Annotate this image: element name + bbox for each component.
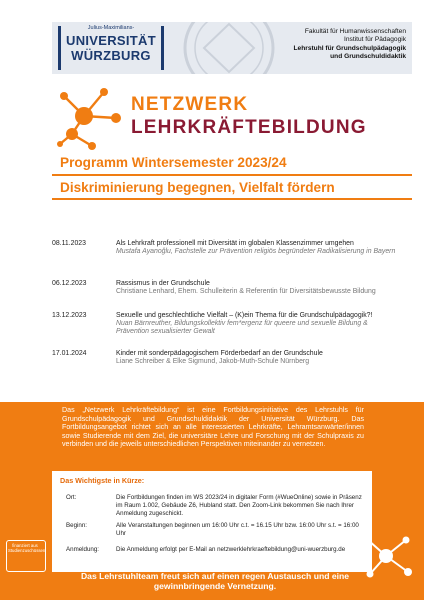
info-row-location [66,494,362,517]
event-date: 17.01.2024 [52,350,87,357]
network-molecule-logo [56,86,122,152]
university-seal-watermark [164,22,294,74]
event-details [116,240,396,256]
faculty-line: Institut für Pädagogik [344,36,406,44]
network-decoration-icon [360,532,414,580]
network-title-line2: LEHRKRÄFTEBILDUNG [131,117,367,138]
event-speaker: Liane Schreiber & Elke Sigmund, Jakob-Muth-Schule Nürnberg [116,358,310,366]
info-row-registration [66,546,362,554]
event-details [116,350,396,366]
event-date: 06.12.2023 [52,280,87,287]
info-row-start [66,522,362,538]
registration-text: Die Anmeldung erfolgt per E-Mail an netzwerklehrkraeftebildung@uni-wuerzburg.de [116,546,346,553]
faculty-line: Lehrstuhl für Grundschulpädagogik [293,44,406,52]
university-logo [58,26,164,70]
location-text: Die Fortbildungen finden im WS 2023/24 in digitaler Form (#WueOnline) sowie in Präsenz im Raum 1.002, Gebäude Z6, Hubland statt. Den Zoom-Link bekommen Sie nach Ihrer Anmeldung zugeschickt. [116,494,362,517]
event-date: 13.12.2023 [52,312,87,319]
start-label: Beginn: [66,522,87,529]
program-title: Programm Wintersemester 2023/24 [60,155,287,170]
event-title: Sexuelle und geschlechtliche Vielfalt – (K)ein Thema für die Grundschulpädagogik?! [116,312,373,319]
event-title: Kinder mit sonderpädagogischem Förderbedarf an der Grundschule [116,350,323,357]
event-details [116,312,396,337]
funding-text: finanziert aus Studienzuschüssen [8,543,46,554]
location-label: Ort: [66,494,77,501]
faculty-line: und Grundschuldidaktik [330,53,406,61]
university-header [52,22,412,74]
key-info-heading: Das Wichtigste in Kürze: [60,476,145,485]
faculty-info [294,28,406,62]
start-text: Alle Veranstaltungen beginnen um 16:00 Uhr c.t. = 16.15 Uhr bzw. 16:00 Uhr s.t. = 16:00 Uhr [116,522,359,537]
university-name-line1: UNIVERSITÄT [66,33,156,48]
faculty-line: Fakultät für Humanwissenschaften [304,28,406,35]
event-details [116,280,396,296]
event-speaker: Christiane Lenhard, Ehem. Schulleiterin & Referentin für Diversitätsbewusste Bildung [116,288,376,296]
network-title-line1: NETZWERK [131,94,249,115]
event-date: 08.11.2023 [52,240,86,247]
event-title: Als Lehrkraft professionell mit Diversität im globalen Klassenzimmer umgehen [116,240,354,247]
divider [52,198,412,200]
registration-label: Anmeldung: [66,546,100,553]
closing-message: Das Lehrstuhlteam freut sich auf einen regen Austausch und eine gewinnbringende Vernetzung. [80,571,350,592]
divider [52,174,412,176]
university-small-name: Julius-Maximilians- [87,25,135,31]
network-description: Das „Netzwerk Lehrkräftebildung“ ist eine Fortbildungsinitiative des Lehrstuhls für Grundschulpädagogik und Grundschuldidaktik der Universität Würzburg. Das Fortbildungsangebot richtet sich an alle interessierten Lehrkräfte, Lehramtsanwärter/innen sowie Studierende mit dem Ziel, die universitäre Lehre und Forschung mit der Schulpraxis zu verbinden und die jeweils unterschiedlichen Perspektiven miteinander zu vernetzen. [62,406,364,449]
event-speaker: Mustafa Ayanoğlu, Fachstelle zur Prävention religiös begründeter Radikalisierung in Bayern [116,248,396,256]
event-title: Rassismus in der Grundschule [116,280,210,287]
event-speaker: Nuan Bärnreuther, Bildungskollektiv fem*ergenz für queere und sexuelle Bildung & Prävention sexualisierter Gewalt [116,320,368,336]
university-name-line2: WÜRZBURG [71,48,151,63]
theme-title: Diskriminierung begegnen, Vielfalt fördern [60,180,335,195]
